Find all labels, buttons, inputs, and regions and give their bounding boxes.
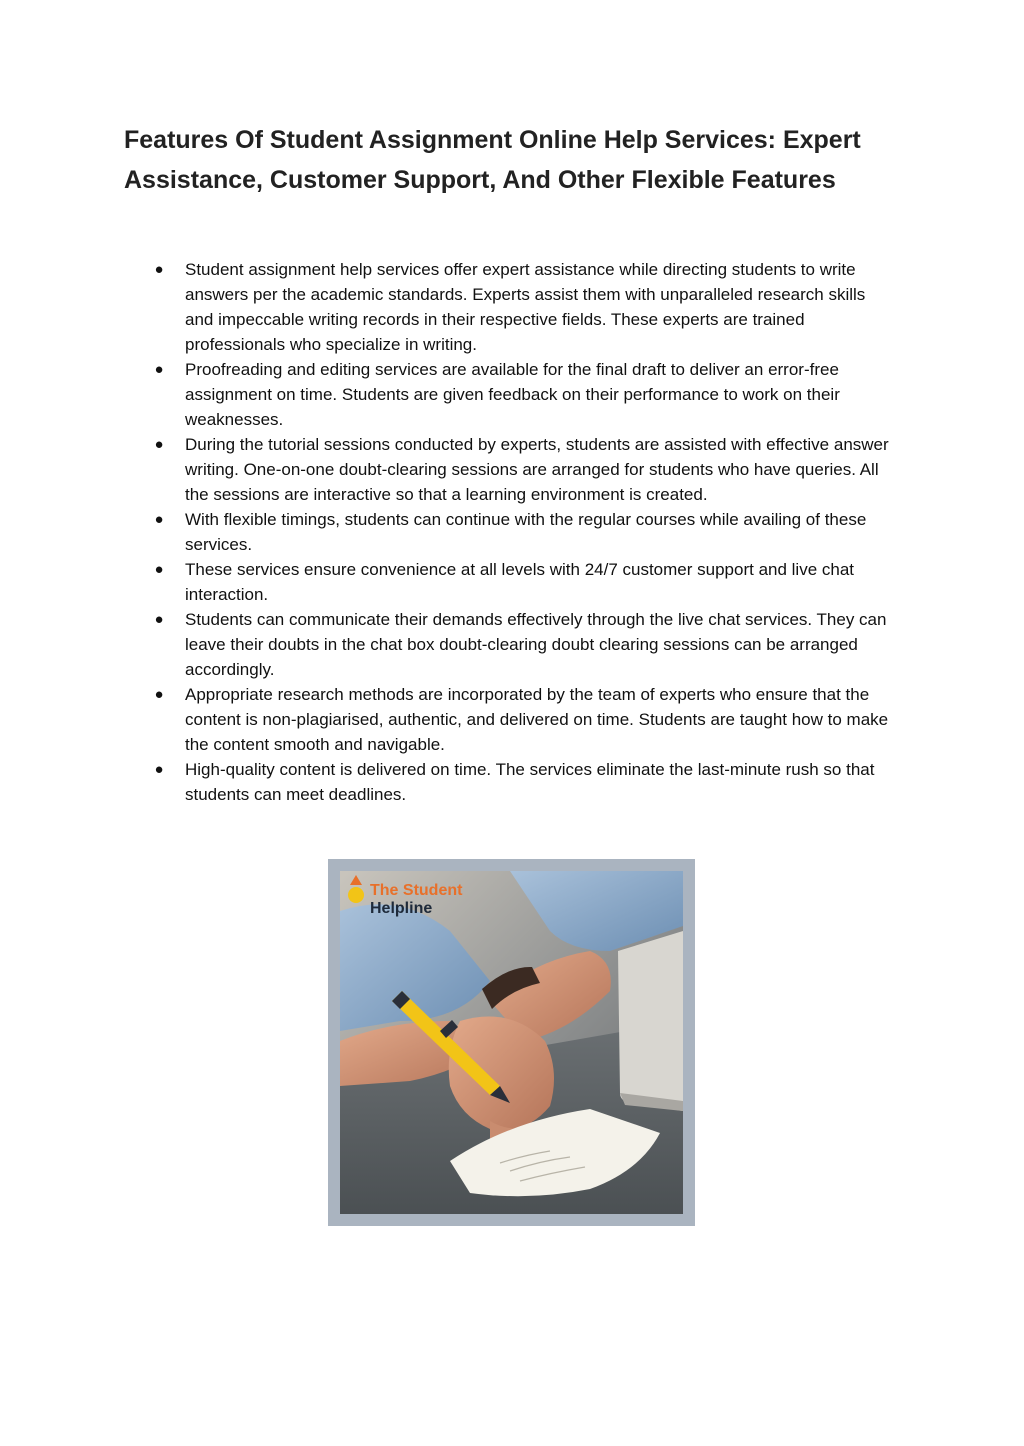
bullet-icon: ● xyxy=(154,436,164,453)
list-item xyxy=(152,257,897,357)
bullet-icon: ● xyxy=(154,686,164,703)
list-item xyxy=(152,432,897,507)
list-item-text: High-quality content is delivered on time. The services eliminate the last-minute rush so that students can meet deadlines. xyxy=(185,760,875,804)
writing-hand-photo xyxy=(340,871,683,1214)
bullet-icon: ● xyxy=(154,561,164,578)
bullet-icon: ● xyxy=(154,761,164,778)
list-item-text: These services ensure convenience at all levels with 24/7 customer support and live chat interaction. xyxy=(185,560,855,604)
list-item xyxy=(152,557,897,607)
logo-line1: The Student xyxy=(370,882,463,899)
feature-list xyxy=(152,257,897,807)
bullet-icon: ● xyxy=(154,611,164,628)
photo-frame xyxy=(328,859,695,1226)
list-item xyxy=(152,682,897,757)
list-item xyxy=(152,757,897,807)
list-item-text: Student assignment help services offer expert assistance while directing students to write answers per the academic standards. Experts assist them with unparalleled research skills and impeccable writing records in their respective fields. These experts are trained professionals who specialize in writing. xyxy=(185,260,866,354)
list-item-text: Appropriate research methods are incorporated by the team of experts who ensure that the content is non-plagiarised, authentic, and delivered on time. Students are taught how to make the content smooth and navigable. xyxy=(185,685,889,754)
list-item-text: Students can communicate their demands effectively through the live chat services. They can leave their doubts in the chat box doubt-clearing doubt clearing sessions can be arranged accordingly. xyxy=(185,610,887,679)
logo-line2: Helpline xyxy=(370,900,433,917)
list-item-text: During the tutorial sessions conducted by experts, students are assisted with effective answer writing. One-on-one doubt-clearing sessions are arranged for students who have queries. All the sessions are interactive so that a learning environment is created. xyxy=(185,435,889,504)
list-item-text: With flexible timings, students can continue with the regular courses while availing of these services. xyxy=(185,510,867,554)
document-title: Features Of Student Assignment Online Help Services: Expert Assistance, Customer Support, And Other Flexible Features xyxy=(124,126,861,194)
list-item-text: Proofreading and editing services are available for the final draft to deliver an error-free assignment on time. Students are given feedback on their performance to work on their weaknesses. xyxy=(185,360,840,429)
bullet-icon: ● xyxy=(154,261,164,278)
list-item xyxy=(152,607,897,682)
photo-illustration xyxy=(340,871,683,1214)
list-item xyxy=(152,507,897,557)
bullet-icon: ● xyxy=(154,361,164,378)
bullet-icon: ● xyxy=(154,511,164,528)
list-item xyxy=(152,357,897,432)
